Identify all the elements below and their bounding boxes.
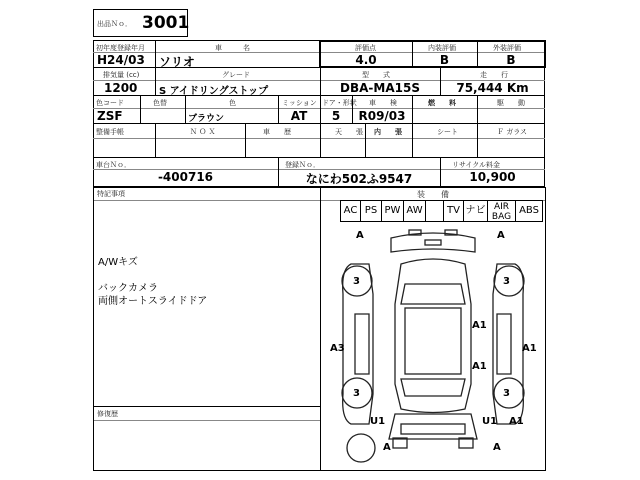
nox-label: Ｎ Ｏ Ｘ xyxy=(190,128,216,136)
damage-mark: A1 xyxy=(509,416,524,427)
damage-mark: 3 xyxy=(503,276,510,287)
equip-airbag: AIR BAG xyxy=(488,200,516,222)
note-line: バックカメラ xyxy=(98,283,158,294)
color-label: 色 xyxy=(229,99,236,107)
damage-mark: A1 xyxy=(472,320,487,331)
recycle: 10,900 xyxy=(469,170,516,184)
note-line: 両側オートスライドドア xyxy=(98,296,208,307)
equip-ps: PS xyxy=(361,200,382,222)
model: DBA-MA15S xyxy=(340,81,420,95)
damage-mark: U1 xyxy=(370,416,386,427)
color: ブラウン xyxy=(188,114,225,124)
exterior-value: B xyxy=(506,53,516,67)
lot-box xyxy=(93,9,188,37)
roof-label: 天 張 xyxy=(335,128,363,136)
damage-mark: A xyxy=(356,230,364,241)
note-line xyxy=(98,269,207,282)
equip-navi: ナビ xyxy=(464,200,488,222)
chassis-label: 車台Ｎｏ． xyxy=(96,161,131,169)
interior-value: B xyxy=(439,53,450,67)
mission-label: ミッション xyxy=(282,99,317,107)
inspection-label: 車 検 xyxy=(369,99,397,107)
displacement: 1200 xyxy=(104,81,138,95)
notes-body xyxy=(98,256,207,308)
damage-mark: 3 xyxy=(353,276,360,287)
color-change-label: 色替 xyxy=(153,99,167,107)
notes-panel xyxy=(93,187,321,471)
inspection: R09/03 xyxy=(358,109,406,123)
notes-title: 特記事項 xyxy=(97,190,125,198)
car-name-label: 車 名 xyxy=(215,44,250,52)
color-code-label: 色コード xyxy=(96,99,124,107)
color-code: ZSF xyxy=(97,109,123,123)
doors-label: ドア・形状 xyxy=(322,99,357,107)
reg-label: 登録Ｎｏ． xyxy=(285,161,320,169)
mission: AT xyxy=(290,109,308,123)
equipment-title: 装 備 xyxy=(417,190,449,199)
first-reg-label: 初年度登録年月 xyxy=(96,44,145,52)
repair-title: 修復歴 xyxy=(97,410,118,418)
score-label: 評価点 xyxy=(355,44,376,52)
history-label: 車 歴 xyxy=(263,128,291,136)
damage-mark: A xyxy=(497,230,505,241)
damage-mark: A1 xyxy=(522,343,537,354)
grade: S アイドリングストップ xyxy=(159,86,269,97)
glass-label: Ｆ ガラス xyxy=(497,128,528,136)
manual-label: 整備手帳 xyxy=(96,128,124,136)
damage-mark: 3 xyxy=(503,388,510,399)
drive-label: 駆 動 xyxy=(497,99,525,107)
reg: なにわ502ふ9547 xyxy=(305,172,413,186)
equip-tv: TV xyxy=(444,200,464,222)
doors: 5 xyxy=(331,109,341,123)
equip-pw: PW xyxy=(382,200,404,222)
fuel-label: 燃 料 xyxy=(428,99,456,107)
lot-number: 3001 xyxy=(142,13,190,33)
equip-blank xyxy=(426,200,444,222)
first-reg: H24/03 xyxy=(97,53,145,67)
equip-aw: AW xyxy=(404,200,426,222)
grade-label: グレード xyxy=(222,71,250,79)
recycle-label: リサイクル料金 xyxy=(452,161,501,169)
damage-mark: 3 xyxy=(353,388,360,399)
note-line: A/Wキズ xyxy=(98,257,138,268)
damage-mark: A3 xyxy=(330,343,345,354)
model-label: 型 式 xyxy=(362,71,390,79)
damage-mark: A1 xyxy=(472,361,487,372)
chassis: -400716 xyxy=(157,170,214,184)
interior-trim-label: 内 張 xyxy=(374,128,402,136)
lot-label: 出品Ｎｏ． xyxy=(97,20,132,28)
damage-mark: A xyxy=(383,442,391,453)
displacement-label: 排気量 (cc) xyxy=(103,71,140,79)
seat-label: シート xyxy=(437,128,458,136)
mileage: 75,444 Km xyxy=(456,81,529,95)
car-name: ソリオ xyxy=(159,55,195,69)
equip-abs: ABS xyxy=(516,200,543,222)
equip-ac: AC xyxy=(340,200,361,222)
equipment-row xyxy=(340,200,545,222)
damage-mark: A xyxy=(493,442,501,453)
exterior-label: 外装評価 xyxy=(493,44,521,52)
car-diagram xyxy=(321,224,545,470)
mileage-label: 走 行 xyxy=(480,71,508,79)
damage-mark: U1 xyxy=(482,416,498,427)
score-value: 4.0 xyxy=(355,53,377,67)
interior-label: 内装評価 xyxy=(428,44,456,52)
